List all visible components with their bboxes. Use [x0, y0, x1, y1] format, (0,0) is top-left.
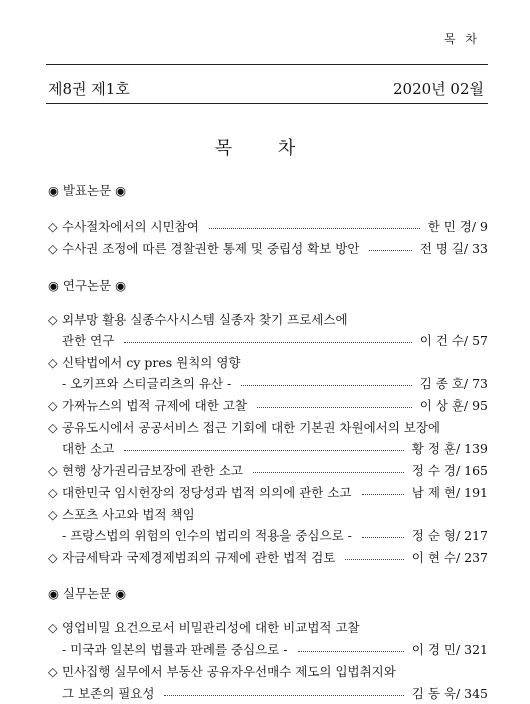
- toc-entry[interactable]: [62, 684, 488, 702]
- dot-leader: [124, 342, 411, 343]
- toc-entry[interactable]: [62, 374, 488, 392]
- dot-leader: [253, 472, 404, 473]
- toc-entry[interactable]: [48, 217, 488, 235]
- page-header: 목 차: [444, 32, 480, 46]
- dot-leader: [241, 385, 411, 386]
- entry-author-page: 한 민 경/ 9: [427, 219, 488, 234]
- entry-title: 수사절차에서의 시민참여: [62, 219, 199, 234]
- diamond-bullet-icon: ◇: [48, 420, 58, 435]
- entry-title: 신탁법에서 cy pres 원칙의 영향: [62, 355, 241, 370]
- dot-leader: [362, 537, 404, 538]
- entry-title: 외부망 활용 실종수사시스템 실종자 찾기 프로세스에: [62, 312, 348, 327]
- diamond-bullet-icon: ◇: [48, 664, 58, 679]
- bottom-rule: [46, 103, 488, 104]
- toc-entry[interactable]: [62, 640, 488, 658]
- entry-author-page: 김 종 호/ 73: [419, 376, 488, 391]
- toc-entry-line[interactable]: [48, 418, 440, 436]
- entry-title: 민사집행 실무에서 부동산 공유자우선매수 제도의 입법취지와: [62, 664, 396, 679]
- toc-entry-line[interactable]: [48, 353, 241, 371]
- toc-entry-line[interactable]: [48, 662, 396, 680]
- section-heading-research: ◉ 연구논문 ◉: [48, 278, 127, 293]
- diamond-bullet-icon: ◇: [48, 240, 58, 256]
- entry-title: 관한 연구: [62, 333, 115, 348]
- diamond-bullet-icon: ◇: [48, 218, 58, 234]
- diamond-bullet-icon: ◇: [48, 462, 58, 478]
- toc-entry-line[interactable]: [48, 618, 360, 636]
- toc-entry-line[interactable]: [48, 505, 195, 523]
- dot-leader: [298, 651, 404, 652]
- toc-entry[interactable]: [48, 461, 488, 479]
- entry-title: 그 보존의 필요성: [62, 686, 155, 701]
- dot-leader: [362, 494, 404, 495]
- diamond-bullet-icon: ◇: [48, 397, 58, 413]
- entry-title: 수사권 조정에 따른 경찰권한 통제 및 중립성 확보 방안: [62, 241, 360, 256]
- toc-entry[interactable]: [48, 548, 488, 566]
- toc-entry[interactable]: [62, 331, 488, 349]
- toc-entry[interactable]: [62, 526, 488, 544]
- diamond-bullet-icon: ◇: [48, 507, 58, 522]
- diamond-bullet-icon: ◇: [48, 484, 58, 500]
- entry-author-page: 전 명 길/ 33: [419, 241, 488, 256]
- entry-title: 현행 상가권리금보장에 관한 소고: [62, 463, 243, 478]
- dot-leader: [345, 559, 403, 560]
- dot-leader: [209, 228, 420, 229]
- section-heading-practice: ◉ 실무논문 ◉: [48, 586, 127, 601]
- entry-title: 대한민국 임시헌장의 정당성과 법적 의의에 관한 소고: [62, 485, 352, 500]
- diamond-bullet-icon: ◇: [48, 312, 58, 327]
- entry-subtitle: - 오키프와 스티글리츠의 유산 -: [62, 376, 232, 391]
- toc-entry[interactable]: [48, 396, 488, 414]
- diamond-bullet-icon: ◇: [48, 620, 58, 635]
- volume-label: 제8권 제1호: [48, 80, 130, 98]
- entry-author-page: 남 제 현/ 191: [411, 485, 488, 500]
- entry-title: 대한 소고: [62, 441, 115, 456]
- toc-entry[interactable]: [48, 239, 488, 257]
- entry-title: 가짜뉴스의 법적 규제에 대한 고찰: [62, 398, 247, 413]
- entry-author-page: 이 건 수/ 57: [419, 333, 488, 348]
- entry-author-page: 이 상 훈/ 95: [419, 398, 488, 413]
- section-heading-presentation: ◉ 발표논문 ◉: [48, 183, 127, 198]
- entry-title: 공유도시에서 공공서비스 접근 기회에 대한 기본권 차원에서의 보장에: [62, 420, 440, 435]
- entry-subtitle: - 프랑스법의 위험의 인수의 법리의 적용을 중심으로 -: [62, 528, 352, 543]
- entry-author-page: 이 현 수/ 237: [411, 550, 488, 565]
- diamond-bullet-icon: ◇: [48, 549, 58, 565]
- toc-entry-line[interactable]: [48, 310, 348, 328]
- page-title: 목 차: [214, 138, 316, 159]
- diamond-bullet-icon: ◇: [48, 355, 58, 370]
- entry-author-page: 이 경 민/ 321: [411, 642, 488, 657]
- toc-entry[interactable]: [62, 439, 488, 457]
- date-label: 2020년 02월: [392, 80, 484, 98]
- entry-author-page: 정 수 경/ 165: [411, 463, 488, 478]
- entry-title: 스포츠 사고와 법적 책임: [62, 507, 195, 522]
- entry-author-page: 황 정 훈/ 139: [411, 441, 488, 456]
- dot-leader: [164, 695, 403, 696]
- entry-title: 자금세탁과 국제경제범죄의 규제에 관한 법적 검토: [62, 550, 336, 565]
- entry-title: 영업비밀 요건으로서 비밀관리성에 대한 비교법적 고찰: [62, 620, 360, 635]
- entry-author-page: 김 동 욱/ 345: [411, 686, 488, 701]
- entry-subtitle: - 미국과 일본의 법률과 판례를 중심으로 -: [62, 642, 288, 657]
- dot-leader: [369, 250, 411, 251]
- dot-leader: [124, 450, 404, 451]
- toc-entry[interactable]: [48, 483, 488, 501]
- dot-leader: [257, 407, 412, 408]
- top-rule: [46, 64, 488, 65]
- entry-author-page: 정 순 형/ 217: [411, 528, 488, 543]
